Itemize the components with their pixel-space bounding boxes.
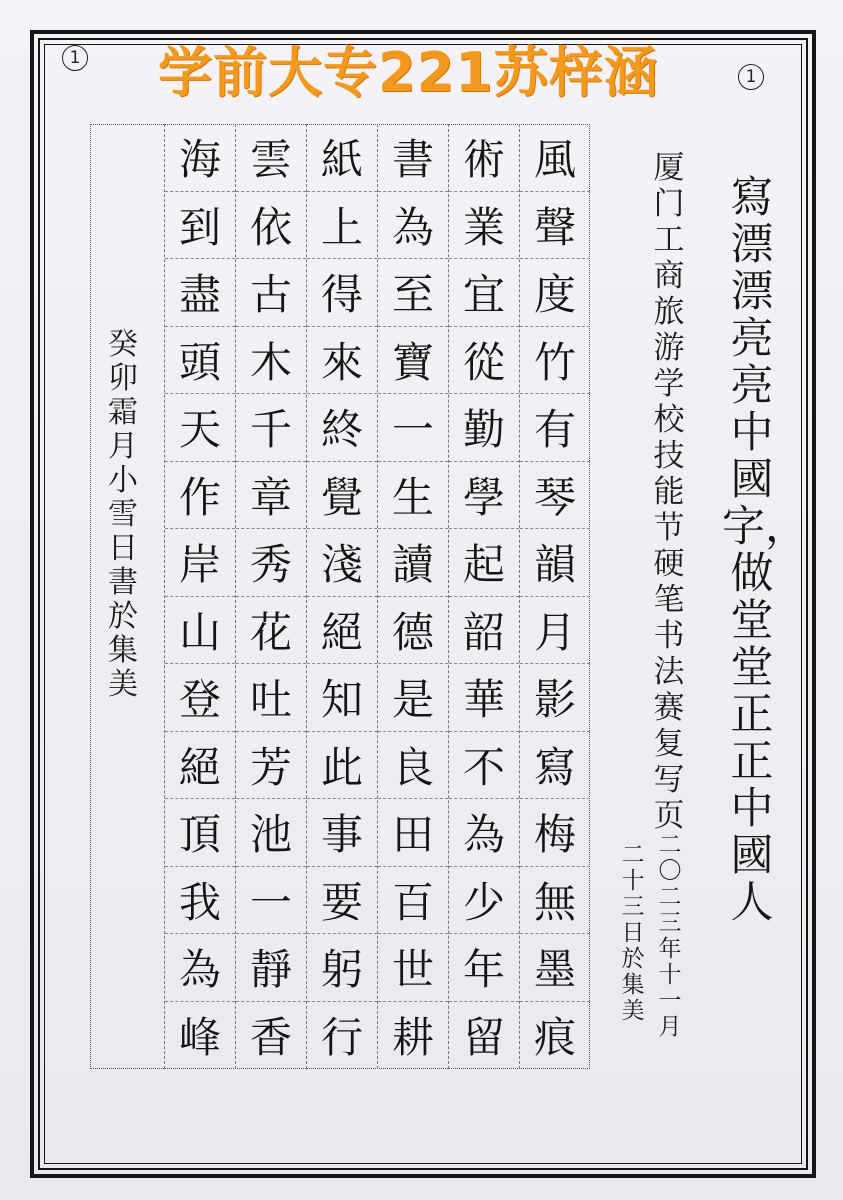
poem-character-cell: 秀 <box>236 529 306 597</box>
poem-character-cell: 寫 <box>520 732 590 800</box>
poem-character-cell: 絕 <box>165 732 235 800</box>
poem-character-cell: 從 <box>449 327 519 395</box>
poem-character-cell: 琴 <box>520 462 590 530</box>
poem-character-cell: 芳 <box>236 732 306 800</box>
poem-character-cell: 淺 <box>307 529 377 597</box>
poem-character-cell: 墨 <box>520 934 590 1002</box>
poem-grid <box>160 124 590 1069</box>
poem-character-cell: 德 <box>378 597 448 665</box>
poem-character-cell: 千 <box>236 394 306 462</box>
poem-character-cell: 書 <box>378 124 448 192</box>
poem-character-cell: 為 <box>165 934 235 1002</box>
poem-character-cell: 到 <box>165 192 235 260</box>
poem-character-cell: 山 <box>165 597 235 665</box>
poem-character-cell: 登 <box>165 664 235 732</box>
poem-character-cell: 終 <box>307 394 377 462</box>
date-line-1: 二〇二三年十一月 <box>658 832 682 1040</box>
poem-character-cell: 頂 <box>165 799 235 867</box>
handwritten-subtitle: 厦门工商旅游学校技能节硬笔书法赛复写页 <box>653 150 685 834</box>
poem-character-cell: 天 <box>165 394 235 462</box>
poem-character-cell: 覺 <box>307 462 377 530</box>
poem-character-cell: 韻 <box>520 529 590 597</box>
poem-character-cell: 香 <box>249 1013 292 1063</box>
poem-column <box>377 124 448 1069</box>
poem-character-cell: 有 <box>520 394 590 462</box>
poem-character-cell: 海 <box>165 124 235 192</box>
poem-character-cell: 一 <box>378 394 448 462</box>
poem-character-cell: 良 <box>378 732 448 800</box>
poem-character-cell: 月 <box>520 597 590 665</box>
poem-character-cell: 岸 <box>165 529 235 597</box>
poem-character-cell: 盡 <box>165 259 235 327</box>
poem-character-cell: 作 <box>165 462 235 530</box>
poem-character-cell: 雲 <box>236 124 306 192</box>
poem-character-cell: 耕 <box>391 1013 434 1063</box>
poem-column <box>306 124 377 1069</box>
poem-column <box>235 124 306 1069</box>
poem-character-cell: 至 <box>378 259 448 327</box>
poem-character-cell: 年 <box>449 934 519 1002</box>
poem-character-cell: 依 <box>236 192 306 260</box>
poem-character-cell: 木 <box>236 327 306 395</box>
poem-character-cell: 讀 <box>378 529 448 597</box>
poem-character-cell: 得 <box>307 259 377 327</box>
poem-character-cell: 是 <box>378 664 448 732</box>
poem-character-cell: 池 <box>236 799 306 867</box>
poem-column <box>448 124 519 1069</box>
poem-character-cell: 留 <box>462 1013 505 1063</box>
poem-character-cell: 事 <box>307 799 377 867</box>
poem-character-cell: 躬 <box>307 934 377 1002</box>
poem-character-cell: 來 <box>307 327 377 395</box>
poem-character-cell: 要 <box>307 867 377 935</box>
poem-column <box>164 124 235 1069</box>
poem-character-cell: 此 <box>307 732 377 800</box>
poem-character-cell: 上 <box>307 192 377 260</box>
poem-character-cell: 一 <box>236 867 306 935</box>
poem-character-cell: 竹 <box>520 327 590 395</box>
poem-character-cell: 為 <box>449 799 519 867</box>
poem-character-cell: 韶 <box>449 597 519 665</box>
poem-character-cell: 起 <box>449 529 519 597</box>
poem-character-cell: 田 <box>378 799 448 867</box>
poem-character-cell: 吐 <box>236 664 306 732</box>
poem-character-cell: 度 <box>520 259 590 327</box>
poem-character-cell: 術 <box>449 124 519 192</box>
poem-character-cell: 風 <box>520 124 590 192</box>
poem-character-cell: 頭 <box>165 327 235 395</box>
poem-character-cell: 為 <box>378 192 448 260</box>
poem-character-cell: 百 <box>378 867 448 935</box>
page-number-left: 1 <box>62 45 88 71</box>
poem-character-cell: 古 <box>236 259 306 327</box>
poem-character-cell: 花 <box>236 597 306 665</box>
poem-character-cell: 紙 <box>307 124 377 192</box>
poem-character-cell: 知 <box>307 664 377 732</box>
poem-character-cell: 宜 <box>449 259 519 327</box>
poem-character-cell: 少 <box>449 867 519 935</box>
poem-character-cell: 世 <box>378 934 448 1002</box>
poem-character-cell: 行 <box>320 1013 363 1063</box>
student-banner: 学前大专221苏梓涵 <box>158 41 659 104</box>
poem-character-cell: 梅 <box>520 799 590 867</box>
poem-character-cell: 聲 <box>520 192 590 260</box>
page-number-right: 1 <box>738 64 764 90</box>
poem-character-cell: 學 <box>449 462 519 530</box>
poem-character-cell: 無 <box>520 867 590 935</box>
poem-column <box>519 124 590 1069</box>
poem-character-cell: 靜 <box>236 934 306 1002</box>
poem-character-cell: 峰 <box>178 1013 221 1063</box>
poem-character-cell: 寶 <box>378 327 448 395</box>
poem-character-cell: 影 <box>520 664 590 732</box>
handwritten-title: 寫漂漂亮亮中國字，做堂堂正正中國人 <box>722 173 808 928</box>
date-line-2: 二十三日於集美 <box>621 842 645 1024</box>
poem-character-cell: 痕 <box>533 1013 576 1063</box>
poem-character-cell: 絕 <box>307 597 377 665</box>
poem-character-cell: 華 <box>449 664 519 732</box>
poem-character-cell: 章 <box>236 462 306 530</box>
inscription-signature: 癸卯霜月小雪日書於集美 <box>108 327 138 702</box>
poem-character-cell: 勤 <box>449 394 519 462</box>
poem-character-cell: 不 <box>449 732 519 800</box>
poem-character-cell: 我 <box>165 867 235 935</box>
poem-character-cell: 業 <box>449 192 519 260</box>
poem-character-cell: 生 <box>378 462 448 530</box>
